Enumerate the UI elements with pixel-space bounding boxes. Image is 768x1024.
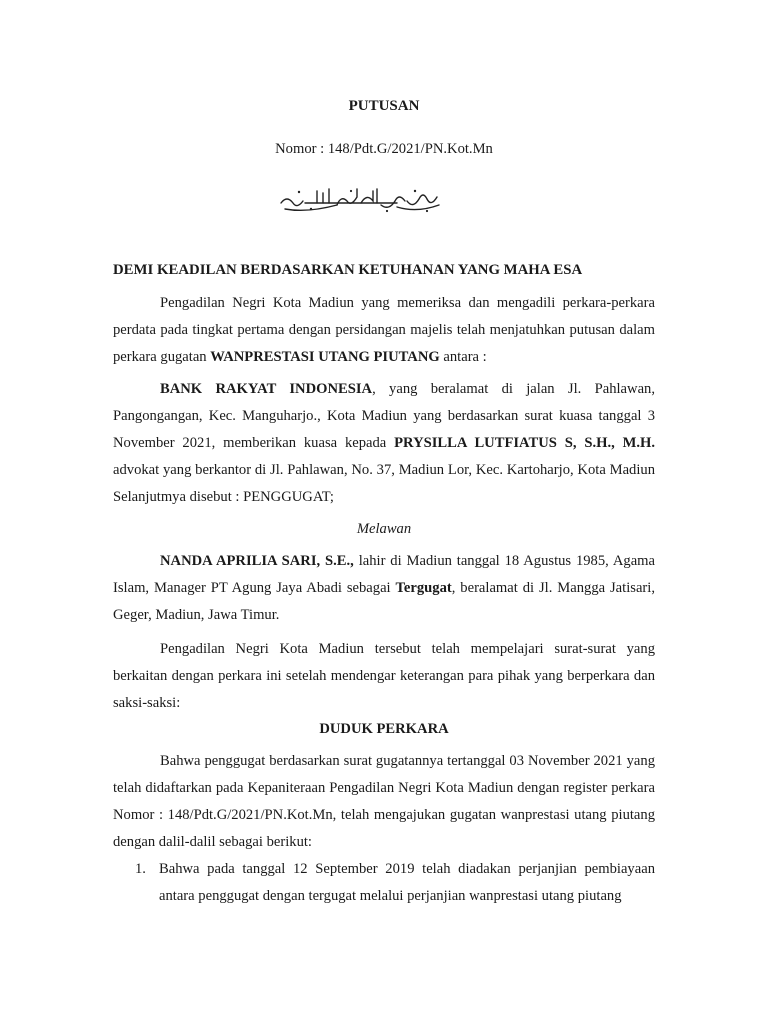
defendant-role: Tergugat (395, 580, 452, 596)
claim-text: Bahwa penggugat berdasarkan surat gugatannya tertanggal 03 November 2021 yang telah didaftarkan pada Kepaniteraan Pengadilan Negri Kota Madiun dengan register perkara Nomor : 148/Pdt.G/2021/PN.Kot.Mn, telah mengajukan gugatan wanprestasi utang piutang dengan dalil-dalil sebagai berikut: (113, 753, 655, 850)
attorney-details: advokat yang berkantor di Jl. Pahlawan, No. 37, Madiun Lor, Kec. Kartoharjo, Kota Madiun Selanjutmya disebut : PENGGUGAT; (113, 462, 655, 505)
review-text: Pengadilan Negri Kota Madiun tersebut telah mempelajari surat-surat yang berkaitan dengan perkara ini setelah mendengar keterangan para pihak yang berperkara dan saksi-saksi: (113, 641, 655, 711)
heading-duduk-perkara: DUDUK PERKARA (319, 721, 449, 737)
defendant-details: lahir di Madiun tanggal 18 Agustus 1985, Agama Islam, Manager PT Agung Jaya Abadi sebagai (113, 553, 655, 596)
para1-end: antara : (439, 349, 487, 365)
defendant-name: NANDA APRILIA SARI, S.E., (160, 553, 354, 569)
paragraph-review (113, 636, 655, 717)
case-type: WANPRESTASI UTANG PIUTANG (210, 349, 440, 365)
versus-label: Melawan (356, 521, 412, 537)
case-number: Nomor : 148/Pdt.G/2021/PN.Kot.Mn (275, 141, 493, 157)
list-number: 1. (135, 861, 146, 877)
paragraph-defendant (113, 548, 655, 629)
paragraph-court (113, 290, 655, 371)
defendant-address: , beralamat di Jl. Mangga Jatisari, Geger, Madiun, Jawa Timur. (113, 580, 655, 623)
heading-demi-keadilan: DEMI KEADILAN BERDASARKAN KETUHANAN YANG MAHA ESA (113, 262, 583, 278)
plaintiff-details: , yang beralamat di jalan Jl. Pahlawan, Pangongangan, Kec. Manguharjo., Kota Madiun yang berdasarkan surat kuasa tanggal 3 November 2021, memberikan kuasa kepada (113, 381, 655, 451)
attorney-name: PRYSILLA LUTFIATUS S, S.H., M.H. (394, 435, 655, 451)
plaintiff-name: BANK RAKYAT INDONESIA (160, 381, 373, 397)
para1-text: Pengadilan Negri Kota Madiun yang memeriksa dan mengadili perkara-perkara perdata pada tingkat pertama dengan persidangan majelis telah menjatuhkan putusan dalam perkara gugatan (113, 295, 655, 365)
document-title: PUTUSAN (348, 98, 420, 114)
paragraph-claim (113, 748, 655, 856)
paragraph-plaintiff (113, 376, 655, 511)
basmalah-calligraphy (277, 183, 447, 215)
list-text: Bahwa pada tanggal 12 September 2019 telah diadakan perjanjian pembiayaan antara penggugat dengan tergugat melalui perjanjian wanprestasi utang piutang (159, 861, 655, 904)
